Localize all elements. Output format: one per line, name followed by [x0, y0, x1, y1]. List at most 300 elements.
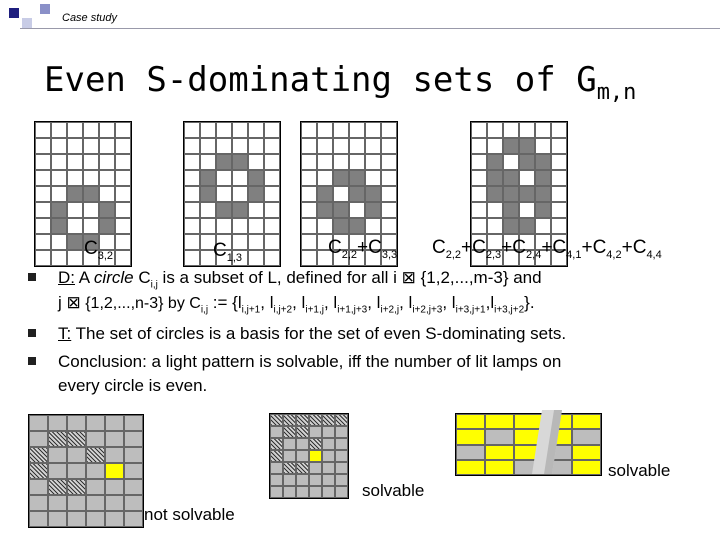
grid-cell	[115, 154, 131, 170]
grid-cell	[124, 415, 143, 431]
header-square-light	[22, 18, 32, 28]
grid-cell	[264, 186, 280, 202]
grid-cell	[248, 138, 264, 154]
grid-cell	[200, 138, 216, 154]
grid-cell	[381, 218, 397, 234]
grid-cell	[51, 218, 67, 234]
grid-cell	[248, 170, 264, 186]
grid-cell	[503, 154, 519, 170]
grid-cell	[270, 450, 283, 462]
grid-cell	[248, 202, 264, 218]
grid-cell	[333, 202, 349, 218]
grid-cell	[381, 154, 397, 170]
grid-cell	[99, 186, 115, 202]
grid-cell	[381, 170, 397, 186]
grid-cell	[301, 138, 317, 154]
grid-cell	[322, 426, 335, 438]
grid-cell	[301, 218, 317, 234]
grid-cell	[333, 154, 349, 170]
grid-cell	[67, 138, 83, 154]
grid-cell	[535, 138, 551, 154]
grid-cell	[535, 186, 551, 202]
pattern-grid-solvable-2	[455, 413, 602, 476]
grid-cell	[296, 450, 309, 462]
grid-cell	[216, 202, 232, 218]
grid-cell	[67, 122, 83, 138]
grid-cell	[333, 218, 349, 234]
grid-cell	[200, 122, 216, 138]
grid-cell	[335, 462, 348, 474]
grid-cell	[333, 170, 349, 186]
grid-cell	[322, 462, 335, 474]
grid-cell	[67, 495, 86, 511]
grid-cell	[86, 415, 105, 431]
grid-cell	[535, 202, 551, 218]
grid-cell	[83, 202, 99, 218]
grid-cell	[115, 170, 131, 186]
header-square-mid	[40, 4, 50, 14]
grid-cell	[381, 186, 397, 202]
grid-cell	[301, 202, 317, 218]
grid-cell	[51, 234, 67, 250]
grid-cell	[200, 186, 216, 202]
grid-cell	[51, 138, 67, 154]
grid-cell	[519, 202, 535, 218]
grid-cell	[248, 186, 264, 202]
grid-cell	[349, 138, 365, 154]
grid-cell	[184, 138, 200, 154]
grid-cell	[48, 463, 67, 479]
grid-cell	[572, 445, 601, 460]
grid-cell	[381, 138, 397, 154]
grid-cell	[322, 450, 335, 462]
pattern-grid-not-solvable	[28, 414, 144, 528]
grid-cell	[67, 202, 83, 218]
grid-cell	[115, 186, 131, 202]
grid-cell	[35, 250, 51, 266]
grid-cell	[333, 138, 349, 154]
grid-cell	[105, 415, 124, 431]
grid-cell	[232, 186, 248, 202]
grid-cell	[519, 154, 535, 170]
grid-cell	[301, 186, 317, 202]
grid-cell	[216, 122, 232, 138]
grid-cell	[296, 438, 309, 450]
grid-cell	[349, 154, 365, 170]
grid-cell	[349, 186, 365, 202]
grid-cell	[184, 202, 200, 218]
grid-cell	[86, 479, 105, 495]
grid-cell	[456, 429, 485, 444]
grid-cell	[365, 122, 381, 138]
grid-cell	[335, 438, 348, 450]
grid-cell	[535, 154, 551, 170]
grid-cell	[349, 170, 365, 186]
grid-cell	[270, 474, 283, 486]
grid-cell	[232, 138, 248, 154]
grid-cell	[317, 202, 333, 218]
grid-cell	[248, 250, 264, 266]
grid-cell	[67, 250, 83, 266]
grid-cell	[184, 186, 200, 202]
grid-cell	[115, 250, 131, 266]
grid-cell	[301, 122, 317, 138]
grid-cell	[296, 474, 309, 486]
grid-cell	[301, 170, 317, 186]
grid-cell	[301, 154, 317, 170]
grid-cell	[86, 511, 105, 527]
grid-cell	[86, 431, 105, 447]
grid-cell	[124, 463, 143, 479]
grid-cell	[572, 460, 601, 475]
grid-cell	[519, 122, 535, 138]
grid-cell	[333, 122, 349, 138]
grid-cell	[35, 234, 51, 250]
grid-cell	[105, 511, 124, 527]
separator-stripe	[532, 410, 562, 474]
circle-label-c32: $C_{3,2}$	[84, 238, 114, 262]
grid-cell	[535, 170, 551, 186]
grid-cell	[105, 479, 124, 495]
grid-cell	[264, 170, 280, 186]
grid-cell	[200, 202, 216, 218]
grid-cell	[309, 474, 322, 486]
page-title	[44, 60, 636, 105]
grid-cell	[456, 414, 485, 429]
grid-cell	[105, 447, 124, 463]
grid-cell	[48, 479, 67, 495]
grid-cell	[232, 170, 248, 186]
grid-cell	[485, 445, 514, 460]
grid-cell	[309, 486, 322, 498]
grid-cell	[35, 186, 51, 202]
grid-cell	[99, 138, 115, 154]
grid-cell	[283, 450, 296, 462]
grid-cell	[487, 122, 503, 138]
grid-cell	[365, 154, 381, 170]
grid-cell	[349, 218, 365, 234]
grid-cell	[67, 154, 83, 170]
grid-cell	[200, 218, 216, 234]
grid-cell	[35, 218, 51, 234]
grid-cell	[335, 486, 348, 498]
grid-cell	[35, 154, 51, 170]
grid-cell	[365, 170, 381, 186]
grid-cell	[99, 170, 115, 186]
grid-cell	[503, 170, 519, 186]
title-text: Even S-dominating sets of G	[44, 60, 597, 100]
grid-cell	[99, 122, 115, 138]
grid-cell	[264, 250, 280, 266]
grid-cell	[322, 486, 335, 498]
conclusion-line-1: Conclusion: a light pattern is solvable, iff the number of lit lamps on	[58, 352, 562, 371]
grid-cell	[365, 218, 381, 234]
grid-cell	[471, 154, 487, 170]
grid-cell	[248, 154, 264, 170]
grid-cell	[29, 431, 48, 447]
grid-cell	[184, 154, 200, 170]
grid-cell	[349, 202, 365, 218]
grid-cell	[67, 431, 86, 447]
grid-cell	[487, 138, 503, 154]
grid-cell	[551, 202, 567, 218]
grid-cell	[67, 234, 83, 250]
grid-cell	[29, 415, 48, 431]
grid-cell	[105, 463, 124, 479]
grid-cell	[322, 474, 335, 486]
grid-cell	[551, 170, 567, 186]
grid-cell	[270, 486, 283, 498]
grid-cell	[485, 460, 514, 475]
grid-cell	[264, 202, 280, 218]
circle-label-c13: $C_{1,3}$	[213, 240, 243, 264]
grid-cell	[301, 250, 317, 266]
grid-cell	[551, 154, 567, 170]
grid-cell	[270, 462, 283, 474]
definition-line-2: j ⊠ {1,2,...,n-3} by $C_{i,j}$ := {$l_{i,j+1}$, $l_{i,j+2}$, $l_{i+1,j}$, $l_{i+1,j+3}$, $l_{i+2,j}$, $l_{i+2,j+3}$, $l_{i+3,j+1},l_{i+3,j+2}$}.	[58, 293, 535, 316]
grid-cell	[572, 414, 601, 429]
grid-cell	[248, 218, 264, 234]
grid-cell	[487, 202, 503, 218]
grid-cell	[309, 414, 322, 426]
grid-cell	[503, 122, 519, 138]
grid-cell	[48, 447, 67, 463]
grid-cell	[335, 474, 348, 486]
grid-cell	[115, 218, 131, 234]
grid-cell	[283, 474, 296, 486]
circle-label-sum-2: $C_{2,2}+C_{3,3}$	[328, 237, 398, 261]
grid-cell	[48, 415, 67, 431]
grid-cell	[67, 218, 83, 234]
grid-cell	[471, 202, 487, 218]
element-of-icon: ⊠	[401, 268, 416, 287]
grid-cell	[270, 414, 283, 426]
grid-cell	[184, 234, 200, 250]
grid-cell	[216, 218, 232, 234]
circle-label-sum-6: $C_{2,2}+C_{2,3}+C_{2,4}+C_{4,1}+C_{4,2}+C_{4,4}$	[432, 237, 662, 261]
header-rule	[20, 28, 720, 29]
grid-cell	[317, 186, 333, 202]
grid-cell	[572, 429, 601, 444]
grid-cell	[51, 170, 67, 186]
grid-cell	[270, 438, 283, 450]
grid-cell	[115, 122, 131, 138]
grid-cell	[264, 234, 280, 250]
grid-cell	[67, 463, 86, 479]
grid-cell	[487, 170, 503, 186]
grid-cell	[99, 202, 115, 218]
grid-cell	[322, 414, 335, 426]
grid-cell	[67, 511, 86, 527]
grid-cell	[29, 495, 48, 511]
grid-cell	[317, 170, 333, 186]
grid-cell	[184, 122, 200, 138]
grid-cell	[487, 154, 503, 170]
grid-cell	[381, 202, 397, 218]
grid-cell	[29, 447, 48, 463]
grid-cell	[309, 438, 322, 450]
bullet-marker-2	[28, 329, 36, 337]
grid-cell	[487, 218, 503, 234]
grid-cell	[83, 154, 99, 170]
grid-cell	[317, 138, 333, 154]
grid-cell	[216, 170, 232, 186]
grid-cell	[349, 122, 365, 138]
grid-cell	[485, 414, 514, 429]
grid-cell	[105, 495, 124, 511]
bullet-marker-1	[28, 273, 36, 281]
grid-cell	[115, 138, 131, 154]
grid-cell	[551, 122, 567, 138]
element-of-icon: ⊠	[66, 293, 81, 312]
grid-cell	[86, 447, 105, 463]
grid-cell	[48, 431, 67, 447]
grid-cell	[503, 202, 519, 218]
grid-cell	[67, 447, 86, 463]
grid-cell	[200, 154, 216, 170]
grid-cell	[83, 138, 99, 154]
grid-cell	[301, 234, 317, 250]
grid-cell	[333, 186, 349, 202]
grid-cell	[232, 154, 248, 170]
grid-cell	[51, 154, 67, 170]
grid-cell	[365, 138, 381, 154]
grid-cell	[551, 138, 567, 154]
grid-cell	[322, 438, 335, 450]
grid-cell	[485, 429, 514, 444]
grid-cell	[471, 122, 487, 138]
grid-cell	[83, 218, 99, 234]
grid-cell	[296, 414, 309, 426]
grid-cell	[309, 462, 322, 474]
grid-cell	[51, 122, 67, 138]
result-label-not-solvable: not solvable	[144, 505, 235, 524]
grid-cell	[317, 122, 333, 138]
grid-cell	[35, 122, 51, 138]
grid-cell	[270, 426, 283, 438]
theorem-line: T: The set of circles is a basis for the set of even S-dominating sets.	[58, 324, 567, 343]
grid-cell	[317, 154, 333, 170]
grid-cell	[83, 170, 99, 186]
grid-cell	[519, 170, 535, 186]
grid-cell	[296, 462, 309, 474]
grid-cell	[456, 445, 485, 460]
grid-cell	[309, 450, 322, 462]
grid-cell	[115, 234, 131, 250]
grid-cell	[296, 426, 309, 438]
grid-cell	[335, 426, 348, 438]
grid-cell	[35, 202, 51, 218]
grid-cell	[86, 463, 105, 479]
grid-cell	[124, 495, 143, 511]
grid-cell	[248, 234, 264, 250]
grid-cell	[471, 138, 487, 154]
grid-cell	[48, 511, 67, 527]
grid-cell	[29, 511, 48, 527]
grid-cell	[232, 122, 248, 138]
grid-cell	[83, 122, 99, 138]
grid-cell	[67, 479, 86, 495]
grid-cell	[124, 447, 143, 463]
grid-cell	[115, 202, 131, 218]
grid-cell	[283, 486, 296, 498]
grid-cell	[29, 463, 48, 479]
grid-cell	[67, 186, 83, 202]
grid-cell	[67, 415, 86, 431]
grid-cell	[51, 186, 67, 202]
grid-cell	[503, 218, 519, 234]
grid-cell	[487, 186, 503, 202]
grid-cell	[317, 218, 333, 234]
grid-cell	[51, 250, 67, 266]
grid-cell	[264, 154, 280, 170]
grid-cell	[86, 495, 105, 511]
grid-cell	[365, 186, 381, 202]
grid-cell	[264, 122, 280, 138]
grid-cell	[99, 218, 115, 234]
grid-cell	[248, 122, 264, 138]
grid-cell	[124, 479, 143, 495]
grid-cell	[335, 414, 348, 426]
conclusion-line-2: every circle is even.	[58, 376, 208, 395]
grid-cell	[381, 122, 397, 138]
grid-cell	[335, 450, 348, 462]
grid-cell	[29, 479, 48, 495]
grid-cell	[264, 218, 280, 234]
result-label-solvable-2: solvable	[608, 461, 671, 480]
grid-cell	[99, 154, 115, 170]
grid-cell	[216, 154, 232, 170]
grid-cell	[283, 414, 296, 426]
grid-cell	[471, 186, 487, 202]
grid-cell	[471, 218, 487, 234]
grid-cell	[283, 462, 296, 474]
grid-cell	[283, 426, 296, 438]
grid-cell	[105, 431, 124, 447]
grid-cell	[264, 138, 280, 154]
circle-grid-c32	[34, 121, 132, 267]
grid-cell	[551, 218, 567, 234]
grid-cell	[200, 170, 216, 186]
grid-cell	[535, 218, 551, 234]
grid-cell	[232, 202, 248, 218]
grid-cell	[184, 218, 200, 234]
grid-cell	[535, 122, 551, 138]
grid-cell	[216, 186, 232, 202]
grid-cell	[48, 495, 67, 511]
grid-cell	[35, 170, 51, 186]
grid-cell	[184, 250, 200, 266]
grid-cell	[184, 170, 200, 186]
grid-cell	[232, 218, 248, 234]
grid-cell	[519, 218, 535, 234]
pattern-grid-solvable-1	[269, 413, 349, 499]
grid-cell	[551, 186, 567, 202]
grid-cell	[124, 511, 143, 527]
grid-cell	[283, 438, 296, 450]
grid-cell	[67, 170, 83, 186]
grid-cell	[216, 138, 232, 154]
grid-cell	[365, 202, 381, 218]
grid-cell	[503, 138, 519, 154]
grid-cell	[456, 460, 485, 475]
grid-cell	[124, 431, 143, 447]
section-label: Case study	[62, 12, 118, 24]
grid-cell	[296, 486, 309, 498]
header-square-dark	[9, 8, 19, 18]
grid-cell	[51, 202, 67, 218]
grid-cell	[519, 186, 535, 202]
